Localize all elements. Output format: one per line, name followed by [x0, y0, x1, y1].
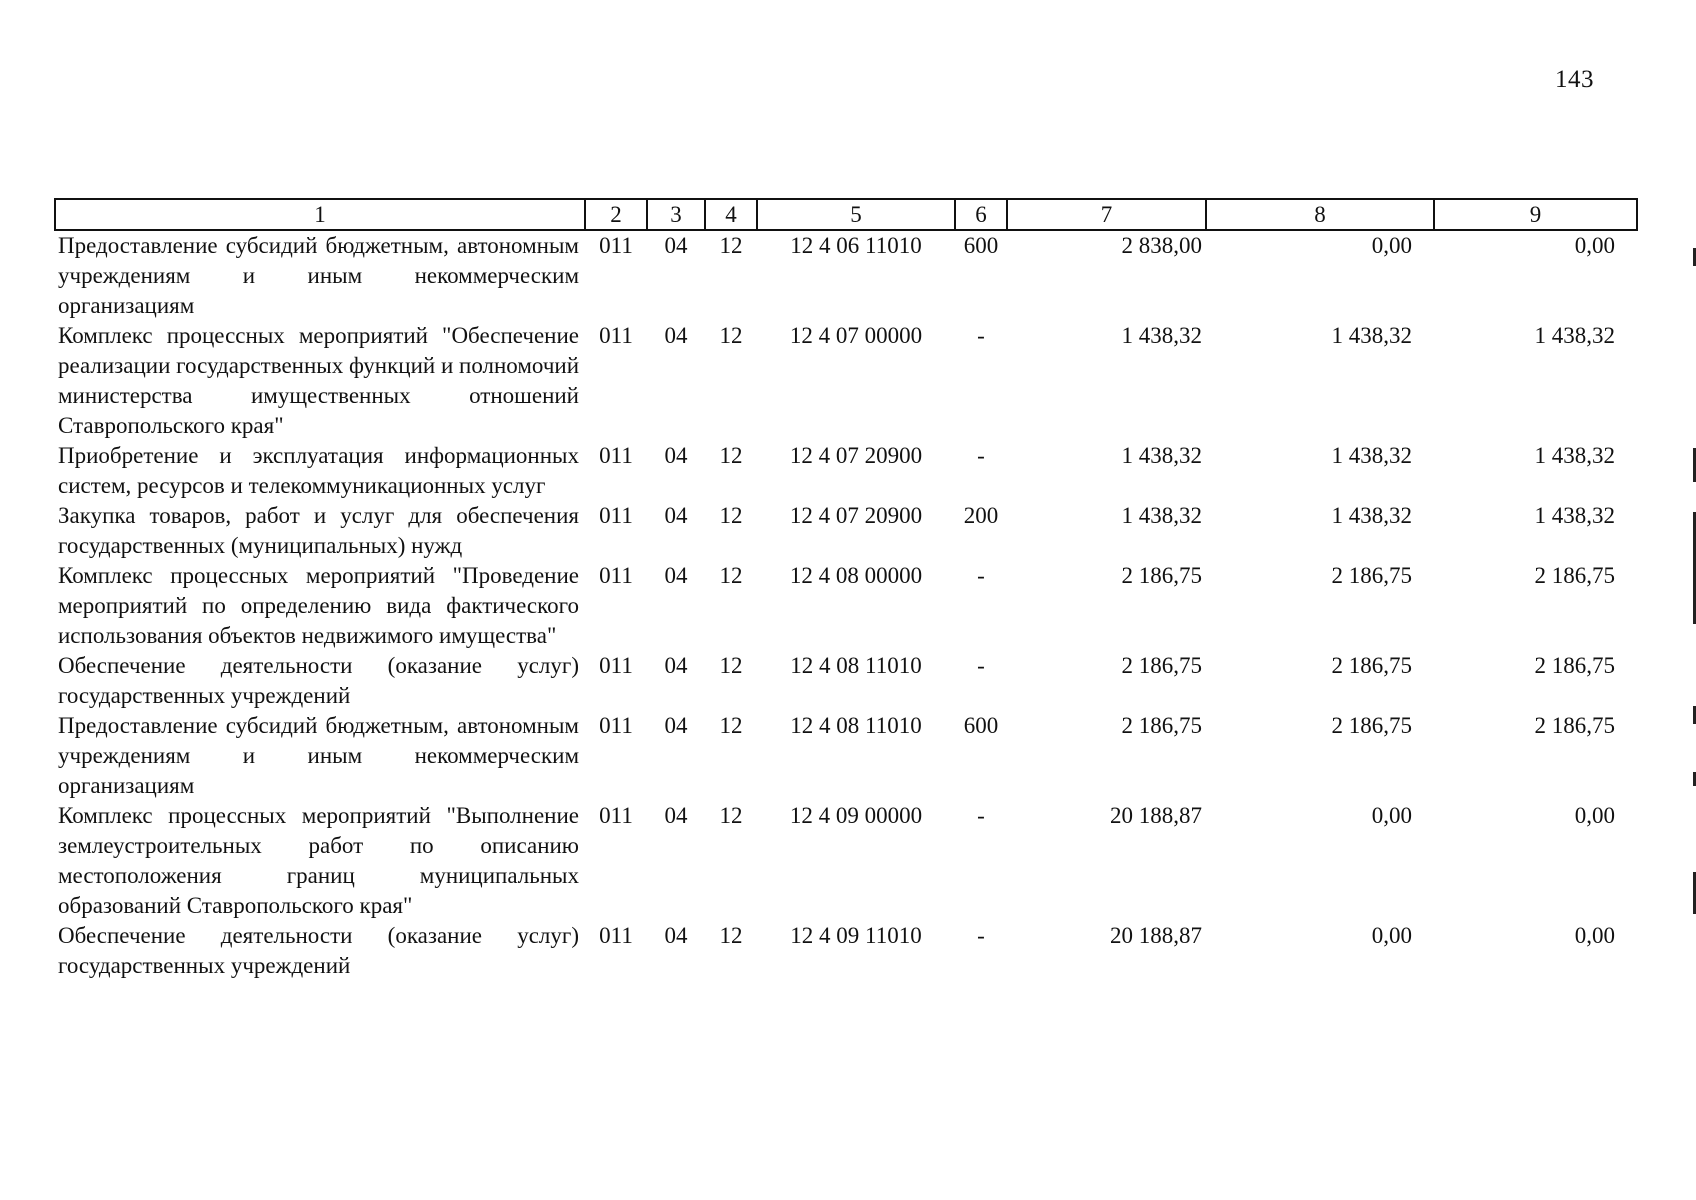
table-row [55, 921, 1637, 981]
row-col8: 2 186,75 [1331, 563, 1412, 588]
table-row [55, 561, 1637, 651]
row-name: Обеспечение деятельности (оказание услуг) государственных учреждений [58, 653, 579, 708]
row-col4: 12 [719, 923, 743, 948]
row-col3: 04 [664, 713, 688, 738]
row-col5: 12 4 08 00000 [789, 563, 923, 588]
row-col7: 1 438,32 [1121, 503, 1202, 528]
row-col7: 1 438,32 [1121, 443, 1202, 468]
row-col2: 011 [599, 713, 633, 738]
row-name: Закупка товаров, работ и услуг для обеспечения государственных (муниципальных) нужд [58, 503, 579, 558]
row-col7: 20 188,87 [1110, 803, 1202, 828]
row-col2: 011 [599, 803, 633, 828]
row-name: Обеспечение деятельности (оказание услуг) государственных учреждений [58, 923, 579, 978]
table-row [55, 230, 1637, 321]
row-col5: 12 4 09 00000 [789, 803, 923, 828]
row-col9: 2 186,75 [1534, 563, 1615, 588]
row-col2: 011 [599, 653, 633, 678]
row-col2: 011 [599, 923, 633, 948]
row-col7: 20 188,87 [1110, 923, 1202, 948]
row-col2: 011 [599, 323, 633, 348]
page-number: 143 [1555, 66, 1594, 93]
row-col3: 04 [664, 563, 688, 588]
row-col4: 12 [719, 503, 743, 528]
table-header [55, 199, 1637, 230]
row-name: Предоставление субсидий бюджетным, автономным учреждениям и иным некоммерческим организациям [58, 713, 579, 798]
row-col9: 0,00 [1574, 233, 1615, 258]
row-col4: 12 [719, 563, 743, 588]
row-col4: 12 [719, 713, 743, 738]
row-col7: 2 186,75 [1121, 653, 1202, 678]
table-row [55, 801, 1637, 921]
row-col8: 0,00 [1371, 803, 1412, 828]
row-col4: 12 [719, 803, 743, 828]
table-row [55, 441, 1637, 501]
row-col6: 600 [963, 233, 999, 258]
row-col7: 2 838,00 [1121, 233, 1202, 258]
row-col3: 04 [664, 923, 688, 948]
row-col8: 1 438,32 [1331, 503, 1412, 528]
row-col9: 2 186,75 [1534, 713, 1615, 738]
row-col3: 04 [664, 653, 688, 678]
row-col8: 1 438,32 [1331, 443, 1412, 468]
row-col6: - [977, 923, 985, 948]
row-col6: 200 [963, 503, 999, 528]
row-col4: 12 [719, 233, 743, 258]
table-row [55, 501, 1637, 561]
table-row [55, 711, 1637, 801]
row-col9: 0,00 [1574, 803, 1615, 828]
row-name: Приобретение и эксплуатация информационных систем, ресурсов и телекоммуникационных услуг [58, 443, 579, 498]
row-col9: 1 438,32 [1534, 443, 1615, 468]
column-header-6: 6 [955, 199, 1007, 230]
column-header-5: 5 [757, 199, 955, 230]
row-col6: 600 [963, 713, 999, 738]
column-header-8: 8 [1206, 199, 1434, 230]
column-header-7: 7 [1007, 199, 1206, 230]
row-col2: 011 [599, 233, 633, 258]
row-col4: 12 [719, 653, 743, 678]
row-col9: 1 438,32 [1534, 323, 1615, 348]
row-col5: 12 4 07 00000 [789, 323, 923, 348]
row-col5: 12 4 08 11010 [790, 653, 922, 678]
table-row [55, 321, 1637, 441]
row-col5: 12 4 06 11010 [790, 233, 922, 258]
row-col6: - [977, 803, 985, 828]
row-col2: 011 [599, 503, 633, 528]
row-col5: 12 4 07 20900 [789, 503, 923, 528]
row-col7: 2 186,75 [1121, 563, 1202, 588]
table-body [55, 230, 1637, 981]
row-col3: 04 [664, 323, 688, 348]
row-col2: 011 [599, 563, 633, 588]
row-col8: 0,00 [1371, 923, 1412, 948]
column-header-4: 4 [705, 199, 757, 230]
row-col8: 0,00 [1371, 233, 1412, 258]
row-col9: 1 438,32 [1534, 503, 1615, 528]
row-col2: 011 [599, 443, 633, 468]
table-row [55, 651, 1637, 711]
row-col5: 12 4 07 20900 [789, 443, 923, 468]
column-header-3: 3 [647, 199, 705, 230]
row-col4: 12 [719, 323, 743, 348]
row-col6: - [977, 323, 985, 348]
row-col6: - [977, 563, 985, 588]
header-row [55, 199, 1637, 230]
column-header-1: 1 [55, 199, 585, 230]
row-name: Комплекс процессных мероприятий "Обеспечение реализации государственных функций и полномочий министерства имущественных отношений Ставропольского края" [58, 323, 580, 438]
row-col5: 12 4 09 11010 [790, 923, 922, 948]
row-name: Комплекс процессных мероприятий "Выполнение землеустроительных работ по описанию местоположения границ муниципальных образований Ставропольского края" [58, 803, 579, 918]
budget-table [54, 198, 1638, 981]
row-col3: 04 [664, 233, 688, 258]
column-header-9: 9 [1434, 199, 1637, 230]
row-col3: 04 [664, 443, 688, 468]
row-col5: 12 4 08 11010 [790, 713, 922, 738]
row-col3: 04 [664, 803, 688, 828]
column-header-2: 2 [585, 199, 647, 230]
row-col9: 2 186,75 [1534, 653, 1615, 678]
row-col7: 1 438,32 [1121, 323, 1202, 348]
row-col9: 0,00 [1574, 923, 1615, 948]
row-name: Комплекс процессных мероприятий "Проведение мероприятий по определению вида фактического использования объектов недвижимого имущества" [58, 563, 579, 648]
row-col8: 1 438,32 [1331, 323, 1412, 348]
row-col7: 2 186,75 [1121, 713, 1202, 738]
row-col6: - [977, 443, 985, 468]
row-name: Предоставление субсидий бюджетным, автономным учреждениям и иным некоммерческим организациям [58, 233, 579, 318]
row-col8: 2 186,75 [1331, 713, 1412, 738]
row-col3: 04 [664, 503, 688, 528]
row-col4: 12 [719, 443, 743, 468]
row-col8: 2 186,75 [1331, 653, 1412, 678]
row-col6: - [977, 653, 985, 678]
